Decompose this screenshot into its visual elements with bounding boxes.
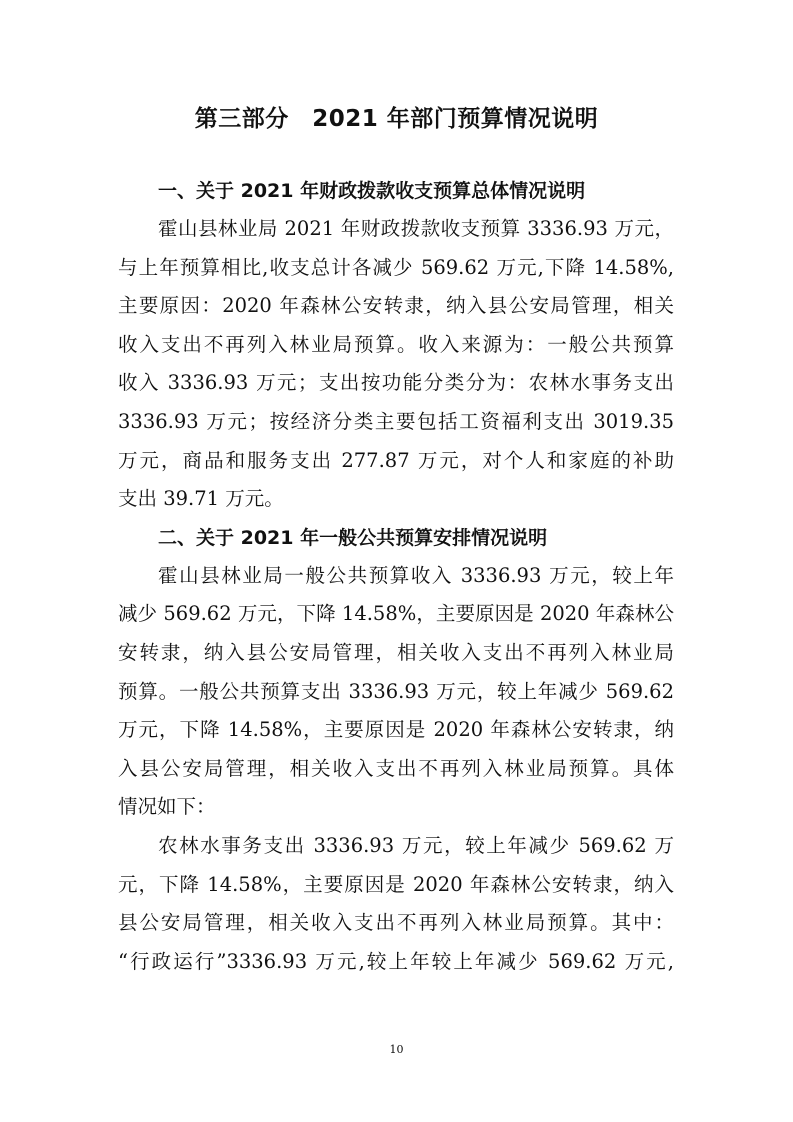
section-1-heading: 一、关于 2021 年财政拨款收支预算总体情况说明 [158,180,586,202]
paragraph-line: “行政运行”3336.93 万元,较上年较上年减少 569.62 万元, [118,949,674,973]
section-2-heading: 二、关于 2021 年一般公共预算安排情况说明 [158,526,548,549]
section-2-paragraph-2 [118,827,674,981]
paragraph-line: 霍山县林业局 2021 年财政拨款收支预算 3336.93 万元， [158,217,674,240]
paragraph-line: 万元，商品和服务支出 277.87 万元，对个人和家庭的补助 [118,448,674,472]
paragraph-line: 减少 569.62 万元，下降 14.58%，主要原因是 2020 年森林公 [118,602,674,626]
paragraph-line: 霍山县林业局一般公共预算收入 3336.93 万元，较上年 [158,563,674,587]
paragraph-line: 安转隶，纳入县公安局管理，相关收入支出不再列入林业局 [118,640,674,664]
paragraph-line: 收入支出不再列入林业局预算。收入来源为：一般公共预算 [118,332,674,356]
section-1-paragraph [118,210,674,519]
section-2-paragraph-1 [118,557,674,827]
paragraph-line: 入县公安局管理，相关收入支出不再列入林业局预算。具体 [118,756,674,780]
paragraph-line: 与上年预算相比,收支总计各减少 569.62 万元,下降 14.58%, [118,255,674,279]
paragraph-line: 3336.93 万元；按经济分类主要包括工资福利支出 3019.35 [118,409,674,433]
paragraph-line: 万元，下降 14.58%，主要原因是 2020 年森林公安转隶，纳 [118,718,674,742]
paragraph-line: 情况如下： [118,795,216,819]
document-body [118,172,674,981]
page-title: 第三部分 2021 年部门预算情况说明 [194,106,599,132]
paragraph-line: 元，下降 14.58%，主要原因是 2020 年森林公安转隶，纳入 [118,872,674,896]
paragraph-line: 县公安局管理，相关收入支出不再列入林业局预算。其中： [118,911,674,935]
paragraph-line: 主要原因：2020 年森林公安转隶，纳入县公安局管理，相关 [118,294,674,318]
page-number: 10 [389,1043,404,1056]
paragraph-line: 支出 39.71 万元。 [118,487,284,511]
paragraph-line: 收入 3336.93 万元；支出按功能分类分为：农林水事务支出 [118,371,674,395]
paragraph-line: 预算。一般公共预算支出 3336.93 万元，较上年减少 569.62 [118,679,674,703]
paragraph-line: 农林水事务支出 3336.93 万元，较上年减少 569.62 万 [158,833,674,857]
